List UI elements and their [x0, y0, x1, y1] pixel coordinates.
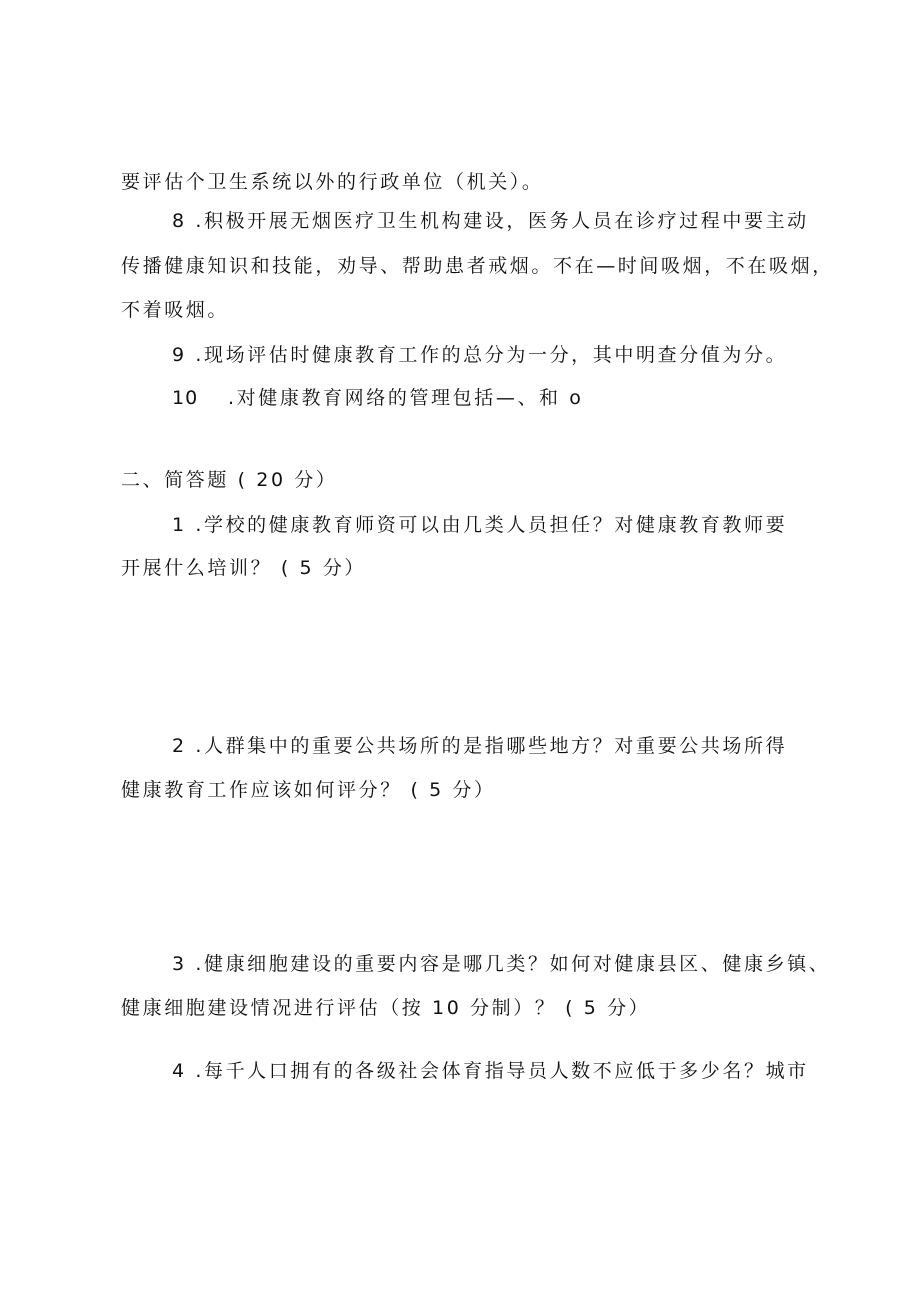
section-heading: 二、简答题 ( 20 分）: [121, 469, 338, 491]
short-answer-2-line-1: 2 .人群集中的重要公共场所的是指哪些地方？对重要公共场所得: [172, 735, 788, 757]
question-10: [172, 386, 584, 410]
short-answer-1-line-1: 1 .学校的健康教育师资可以由几类人员担任？对健康教育教师要: [172, 514, 788, 536]
text-line: 要评估个卫生系统以外的行政单位（机关）。: [121, 171, 544, 193]
question-8-line-2: 传播健康知识和技能，劝导、帮助患者戒烟。不在—时间吸烟，不在吸烟，: [121, 255, 834, 277]
question-10-text: .对健康教育网络的管理包括—、和 o: [228, 387, 584, 409]
short-answer-1-line-2: 开展什么培训？ ( 5 分）: [121, 557, 367, 579]
question-8-line-3: 不着吸烟。: [121, 299, 230, 321]
question-9: 9 .现场评估时健康教育工作的总分为一分，其中明查分值为分。: [172, 344, 788, 366]
short-answer-2-line-2: 健康教育工作应该如何评分？ ( 5 分）: [121, 779, 496, 801]
question-10-number: 10: [172, 387, 199, 409]
short-answer-3-line-2: 健康细胞建设情况进行评估（按 10 分制）？ ( 5 分）: [121, 997, 651, 1019]
question-8-line-1: 8 .积极开展无烟医疗卫生机构建设，医务人员在诊疗过程中要主动: [172, 210, 809, 232]
short-answer-4-line-1: 4 .每千人口拥有的各级社会体育指导员人数不应低于多少名？城市: [172, 1060, 809, 1082]
short-answer-3-line-1: 3 .健康细胞建设的重要内容是哪几类？如何对健康县区、健康乡镇、: [172, 953, 831, 975]
